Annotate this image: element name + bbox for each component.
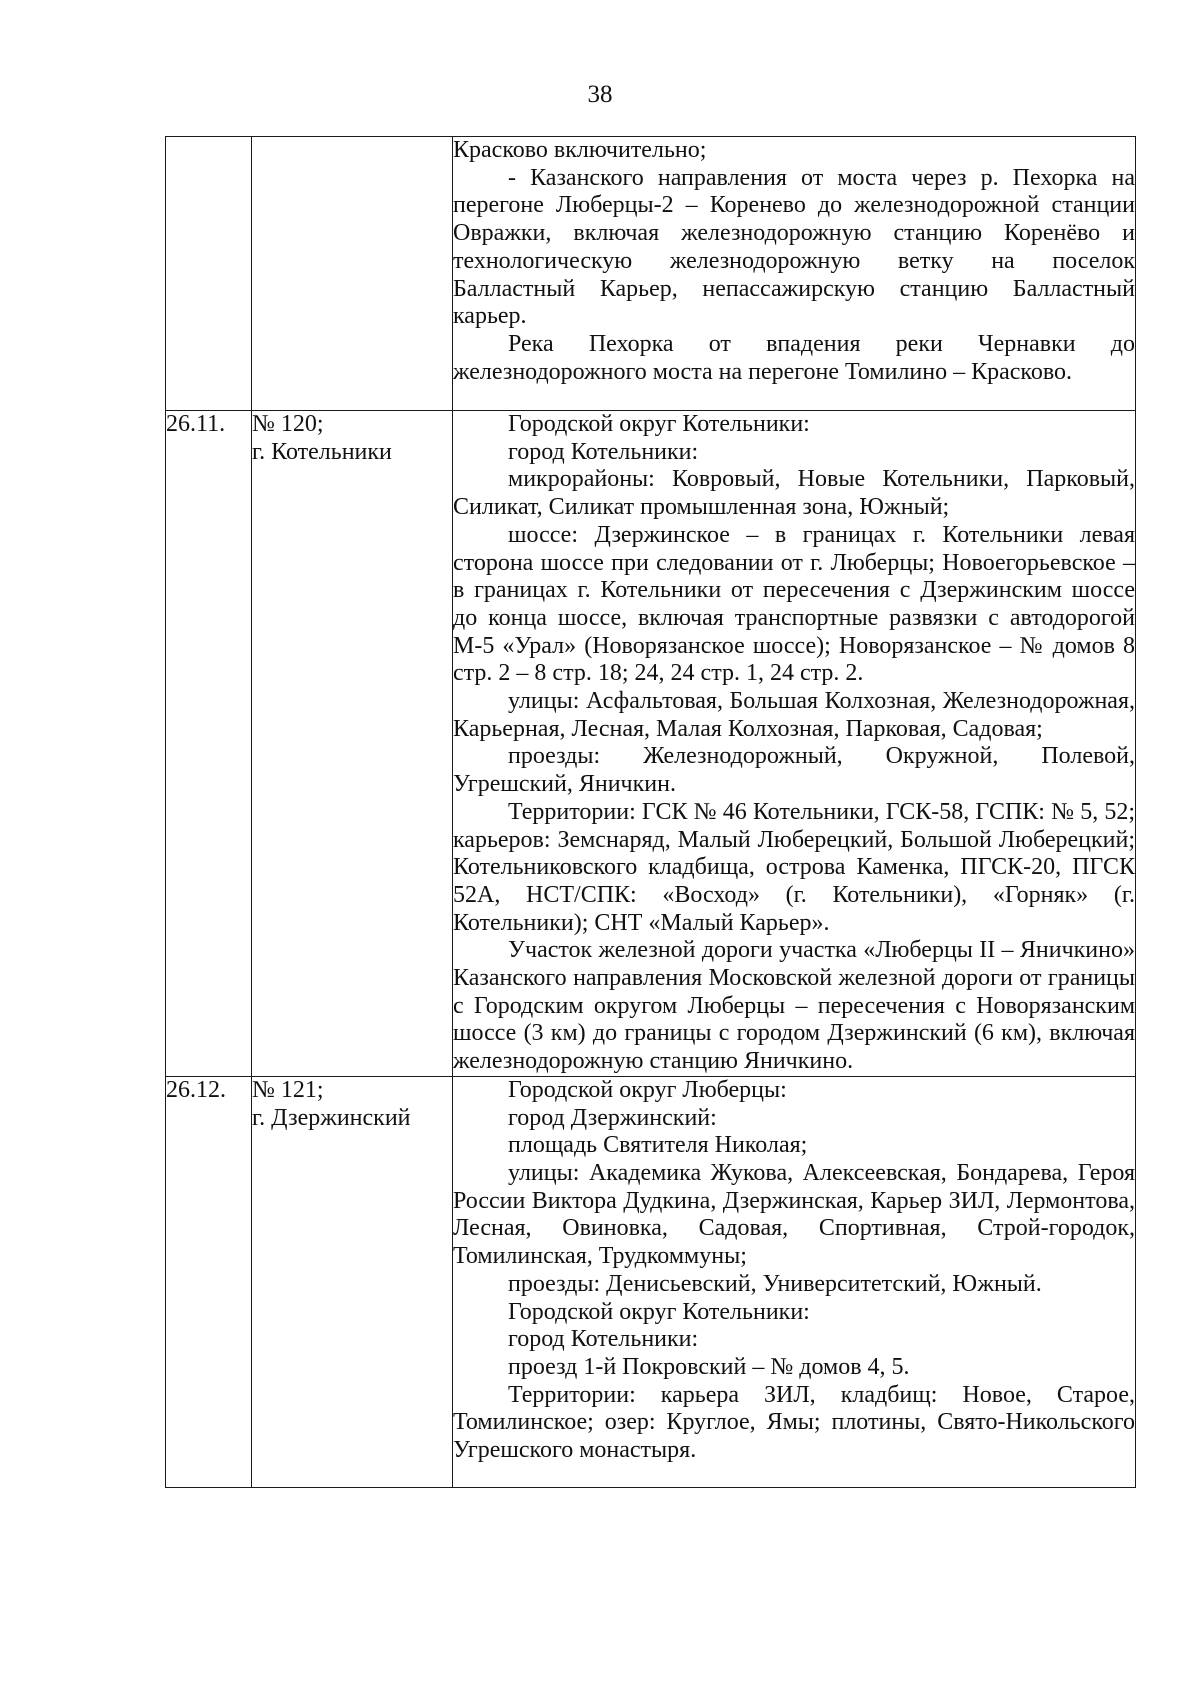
district-cell xyxy=(252,137,453,411)
territory-description xyxy=(453,137,1136,411)
row-number xyxy=(166,137,252,411)
description-paragraph: площадь Святителя Николая; xyxy=(508,1132,808,1159)
district-city: г. Котельники xyxy=(252,438,392,465)
district-city: г. Дзержинский xyxy=(252,1104,411,1131)
description-paragraph: Территории: ГСК № 46 Котельники, ГСК-58, ГСПК: № 5, 52; карьеров: Земснаряд, Малый Люберецкий, Большой Люберецкий; Котельниковского кладбища, острова Каменка, ПГСК-20, ПГСК 52А, НСТ/СПК: «Восход» (г. Котельники), «Горняк» (г. Котельники); СНТ «Малый Карьер». xyxy=(453,798,1135,936)
description-paragraph: шоссе: Дзержинское – в границах г. Котельники левая сторона шоссе при следовании от г. Люберцы; Новоегорьевское – в границах г. Котельники от пересечения с Дзержинским шоссе до конца шоссе, включая транспортные развязки с автодорогой М-5 «Урал» (Новорязанское шоссе); Новорязанское – № домов 8 стр. 2 – 8 стр. 18; 24, 24 стр. 1, 24 стр. 2. xyxy=(453,521,1135,687)
table-row xyxy=(166,1076,1136,1487)
description-paragraph: проезды: Железнодорожный, Окружной, Полевой, Угрешский, Яничкин. xyxy=(453,743,1135,798)
district-cell xyxy=(252,411,453,1077)
row-number: 26.11. xyxy=(166,411,252,1077)
row-number: 26.12. xyxy=(166,1076,252,1487)
districts-table xyxy=(165,136,1136,1488)
description-paragraph: Городской округ Котельники: xyxy=(508,411,810,437)
description-paragraph: проезд 1-й Покровский – № домов 4, 5. xyxy=(508,1353,910,1380)
description-paragraph: город Дзержинский: xyxy=(508,1104,717,1131)
description-paragraph: Городской округ Люберцы: xyxy=(508,1076,787,1103)
district-cell xyxy=(252,1076,453,1487)
description-paragraph: улицы: Академика Жукова, Алексеевская, Бондарева, Героя России Виктора Дудкина, Дзержинская, Карьер ЗИЛ, Лермонтова, Лесная, Овиновка, Садовая, Спортивная, Строй-городок, Томилинская, Трудкоммуны; xyxy=(453,1159,1135,1270)
description-paragraph: микрорайоны: Ковровый, Новые Котельники, Парковый, Силикат, Силикат промышленная зона, Южный; xyxy=(453,466,1135,521)
description-paragraph: Территории: карьера ЗИЛ, кладбищ: Новое, Старое, Томилинское; озер: Круглое, Ямы; плотины, Свято-Никольского Угрешского монастыря. xyxy=(453,1381,1135,1464)
description-paragraph: улицы: Асфальтовая, Большая Колхозная, Железнодорожная, Карьерная, Лесная, Малая Колхозная, Парковая, Садовая; xyxy=(453,688,1135,742)
district-number: № 120; xyxy=(252,411,324,437)
description-paragraph: город Котельники: xyxy=(508,1326,699,1353)
description-paragraph: город Котельники: xyxy=(508,438,699,465)
page-number: 38 xyxy=(587,81,613,108)
territory-description xyxy=(453,1076,1136,1487)
description-paragraph: Городской округ Котельники: xyxy=(508,1298,810,1325)
description-paragraph: проезды: Денисьевский, Университетский, Южный. xyxy=(508,1270,1042,1297)
territory-description xyxy=(453,411,1136,1077)
table-row xyxy=(166,411,1136,1077)
description-paragraph: Участок железной дороги участка «Люберцы II – Яничкино» Казанского направления Московской железной дороги от границы с Городским округом Люберцы – пересечения с Новорязанским шоссе (3 км) до границы с городом Дзержинский (6 км), включая железнодорожную станцию Яничкино. xyxy=(453,937,1135,1075)
district-number: № 121; xyxy=(252,1076,324,1103)
description-paragraph: Красково включительно; xyxy=(453,137,707,163)
description-paragraph: - Казанского направления от моста через р. Пехорка на перегоне Люберцы-2 – Коренево до железнодорожной станции Овражки, включая железнодорожную станцию Коренёво и технологическую железнодорожную ветку на поселок Балластный Карьер, непассажирскую станцию Балластный карьер. xyxy=(453,164,1135,330)
table-row xyxy=(166,137,1136,411)
description-paragraph: Река Пехорка от впадения реки Чернавки до железнодорожного моста на перегоне Томилино – Красково. xyxy=(453,330,1135,385)
